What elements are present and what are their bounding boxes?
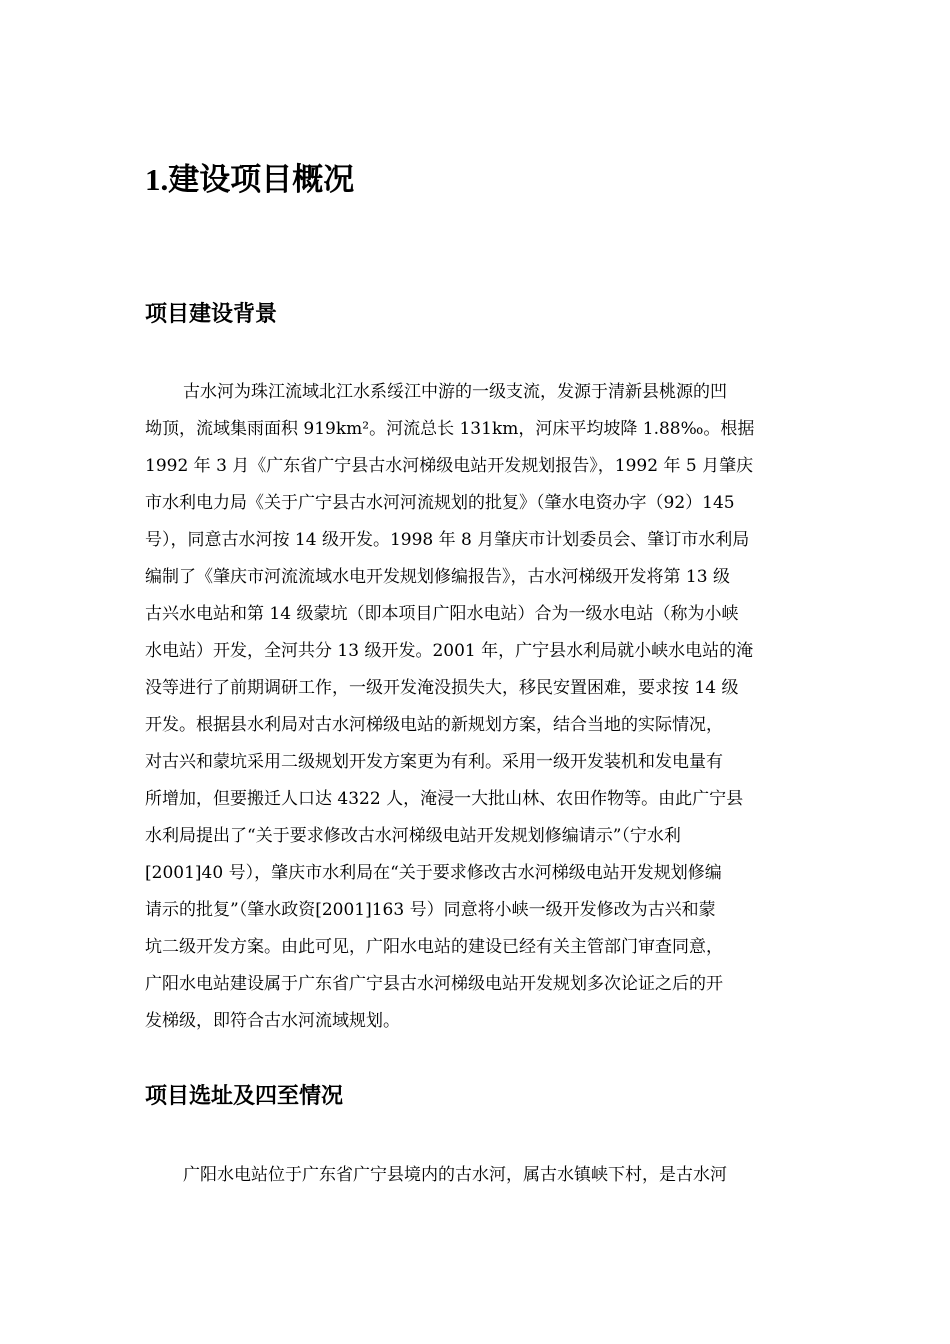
paragraph-line: 广阳水电站位于广东省广宁县境内的古水河，属古水镇峡下村，是古水河 — [183, 1165, 727, 1185]
section-paragraph-location — [145, 1157, 809, 1194]
section-paragraph-background — [145, 374, 809, 1040]
paragraph-line: 坳顶，流域集雨面积 919km²。河流总长 131km，河床平均坡降 1.88‰。根据 — [145, 419, 755, 439]
paragraph-line: 广阳水电站建设属于广东省广宁县古水河梯级电站开发规划多次论证之后的开 — [145, 974, 723, 994]
paragraph-line: 编制了《肇庆市河流流域水电开发规划修编报告》，古水河梯级开发将第 13 级 — [145, 567, 730, 587]
section-title-location: 项目选址及四至情况 — [145, 1084, 344, 1109]
paragraph-line: 号），同意古水河按 14 级开发。1998 年 8 月肇庆市计划委员会、肇订市水利局 — [145, 530, 750, 550]
paragraph-line: 水利局提出了“关于要求修改古水河梯级电站开发规划修编请示”（宁水利 — [145, 826, 681, 846]
chapter-title — [145, 158, 354, 202]
paragraph-line: 水电站）开发，全河共分 13 级开发。2001 年，广宁县水利局就小峡水电站的淹 — [145, 641, 754, 661]
paragraph-line: 没等进行了前期调研工作，一级开发淹没损失大，移民安置困难，要求按 14 级 — [145, 678, 739, 698]
paragraph-line: 坑二级开发方案。由此可见，广阳水电站的建设已经有关主管部门审查同意， — [145, 937, 723, 957]
paragraph-line: 1992 年 3 月《广东省广宁县古水河梯级电站开发规划报告》，1992 年 5 月肇庆 — [145, 456, 754, 476]
paragraph-line: 古兴水电站和第 14 级蒙坑（即本项目广阳水电站）合为一级水电站（称为小峡 — [145, 604, 739, 624]
paragraph-line: [2001]40 号），肇庆市水利局在“关于要求修改古水河梯级电站开发规划修编 — [145, 863, 722, 883]
paragraph-line: 请示的批复”（肇水政资[2001]163 号）同意将小峡一级开发修改为古兴和蒙 — [145, 900, 716, 920]
paragraph-line: 所增加，但要搬迁人口达 4322 人，淹浸一大批山林、农田作物等。由此广宁县 — [145, 789, 744, 809]
chapter-number: 1. — [145, 162, 169, 197]
paragraph-line: 开发。根据县水利局对古水河梯级电站的新规划方案，结合当地的实际情况， — [145, 715, 723, 735]
paragraph-line: 古水河为珠江流域北江水系绥江中游的一级支流，发源于清新县桃源的凹 — [183, 382, 727, 402]
paragraph-line: 市水利电力局《关于广宁县古水河河流规划的批复》（肇水电资办字（92）145 — [145, 493, 735, 513]
chapter-title-text: 建设项目概况 — [168, 162, 355, 198]
paragraph-line: 发梯级，即符合古水河流域规划。 — [145, 1011, 400, 1031]
section-title-background: 项目建设背景 — [145, 302, 278, 327]
paragraph-line: 对古兴和蒙坑采用二级规划开发方案更为有利。采用一级开发装机和发电量有 — [145, 752, 723, 772]
